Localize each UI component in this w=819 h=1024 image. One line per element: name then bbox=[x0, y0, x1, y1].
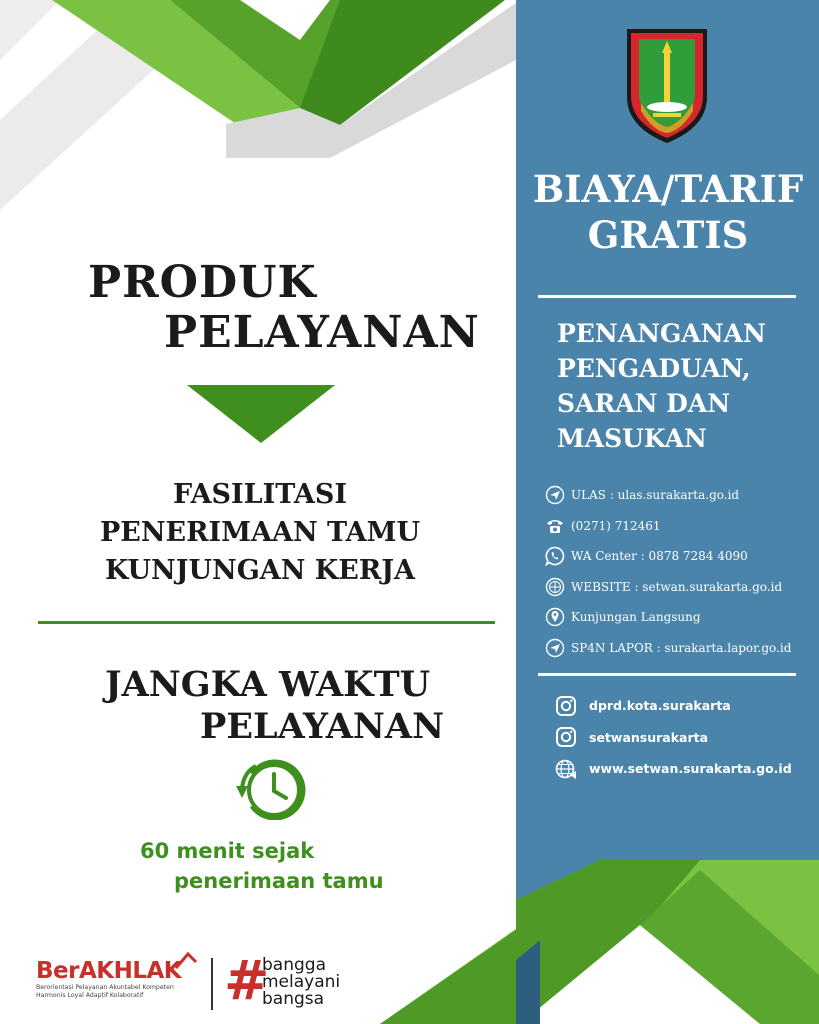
complaint-title bbox=[557, 316, 807, 456]
hashtag-symbol: # bbox=[224, 949, 270, 1012]
service-time-title-line2: PELAYANAN bbox=[200, 706, 445, 747]
social-website[interactable] bbox=[555, 753, 815, 785]
berakhlak-tagline-1: Berorientasi Pelayanan Akuntabel Kompeten bbox=[36, 984, 174, 991]
service-line: FASILITASI bbox=[173, 479, 347, 510]
contact-text: WEBSITE : setwan.surakarta.go.id bbox=[571, 579, 783, 594]
social-list bbox=[555, 690, 815, 785]
cost-line2: GRATIS bbox=[587, 213, 749, 257]
contact-lapor[interactable] bbox=[545, 633, 815, 664]
contact-phone[interactable] bbox=[545, 511, 815, 542]
contact-text: WA Center : 0878 7284 4090 bbox=[571, 549, 748, 564]
product-title bbox=[88, 257, 480, 358]
panel-divider bbox=[538, 673, 796, 676]
service-time-title bbox=[60, 664, 480, 748]
social-instagram-setwan[interactable] bbox=[555, 722, 815, 754]
berakhlak-arrow-icon bbox=[174, 950, 198, 970]
phone-icon bbox=[545, 516, 565, 536]
duration-line1: 60 menit sejak bbox=[140, 839, 315, 863]
down-triangle-icon bbox=[187, 385, 335, 443]
cost-line1: BIAYA/TARIF bbox=[532, 167, 804, 211]
service-time-title-line1: JANGKA WAKTU bbox=[105, 664, 431, 705]
contact-text: ULAS : ulas.surakarta.go.id bbox=[571, 488, 740, 503]
cost-title bbox=[530, 166, 806, 258]
complaint-line: SARAN DAN bbox=[557, 389, 731, 418]
location-pin-icon bbox=[545, 607, 565, 627]
instagram-icon bbox=[555, 695, 577, 717]
contact-ulas[interactable] bbox=[545, 480, 815, 511]
contact-list bbox=[545, 480, 815, 663]
social-text: dprd.kota.surakarta bbox=[589, 698, 731, 714]
panel-divider bbox=[538, 295, 796, 298]
berakhlak-word: BerAKHLAK bbox=[36, 958, 182, 984]
social-text: www.setwan.surakarta.go.id bbox=[589, 761, 792, 777]
complaint-line: PENANGANAN bbox=[557, 319, 766, 348]
berakhlak-logo bbox=[36, 958, 206, 1000]
complaint-line: PENGADUAN, bbox=[557, 354, 751, 383]
instagram-icon bbox=[555, 726, 577, 748]
product-title-line1: PRODUK bbox=[88, 257, 317, 308]
contact-text: SP4N LAPOR : surakarta.lapor.go.id bbox=[571, 640, 792, 655]
clock-icon bbox=[234, 756, 306, 820]
city-emblem-icon bbox=[623, 27, 711, 145]
hashtag-word: melayani bbox=[262, 972, 341, 992]
contact-visit[interactable] bbox=[545, 602, 815, 633]
complaint-line: MASUKAN bbox=[557, 424, 707, 453]
berakhlak-tagline-2: Harmonis Loyal Adaptif Kolaboratif bbox=[36, 992, 144, 999]
send-icon bbox=[545, 638, 565, 658]
contact-website[interactable] bbox=[545, 572, 815, 603]
service-line: KUNJUNGAN KERJA bbox=[104, 555, 416, 586]
globe-icon bbox=[545, 577, 565, 597]
send-icon bbox=[545, 485, 565, 505]
product-title-line2: PELAYANAN bbox=[164, 307, 480, 358]
service-line: PENERIMAAN TAMU bbox=[99, 517, 421, 548]
social-instagram-dprd[interactable] bbox=[555, 690, 815, 722]
whatsapp-icon bbox=[545, 546, 565, 566]
social-text: setwansurakarta bbox=[589, 729, 709, 745]
duration-line2: penerimaan tamu bbox=[174, 869, 384, 893]
divider bbox=[38, 621, 495, 624]
globe-icon bbox=[555, 758, 577, 780]
hashtag-word: bangsa bbox=[262, 989, 325, 1009]
service-product bbox=[60, 476, 460, 590]
hashtag-word: bangga bbox=[262, 955, 326, 975]
footer-separator bbox=[211, 958, 213, 1010]
contact-whatsapp[interactable] bbox=[545, 541, 815, 572]
service-duration bbox=[120, 836, 450, 896]
contact-text: (0271) 712461 bbox=[571, 518, 661, 533]
contact-text: Kunjungan Langsung bbox=[571, 610, 701, 625]
